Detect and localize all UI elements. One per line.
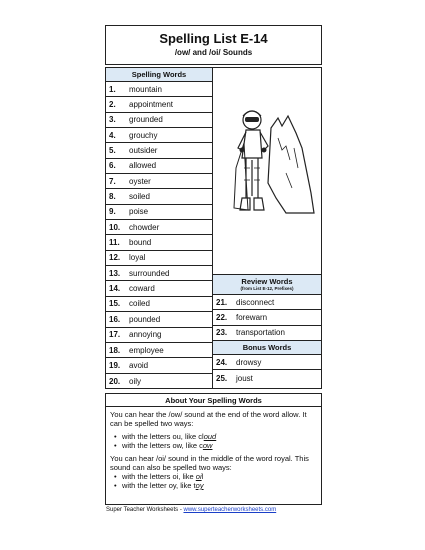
review-words-heading: Review Words — [241, 277, 293, 286]
list-item — [106, 374, 212, 389]
list-item — [213, 370, 321, 385]
list-item — [106, 281, 212, 296]
item-number: 3. — [109, 115, 116, 125]
item-number: 1. — [109, 84, 116, 94]
item-word: drowsy — [236, 357, 262, 367]
list-item — [106, 358, 212, 373]
item-number: 24. — [216, 357, 228, 367]
bullet-oi — [110, 472, 317, 481]
item-number: 22. — [216, 313, 228, 323]
bullet-ow-text: with the letters ow, like c — [122, 441, 203, 450]
bullet-oi-tail: l — [201, 472, 204, 481]
list-item — [213, 295, 321, 310]
bullet-ow-highlight: ow — [202, 441, 213, 450]
page-subtitle: /ow/ and /oi/ Sounds — [174, 48, 253, 57]
review-words-subheading: (from List E-12, Prefixes) — [240, 286, 294, 291]
item-word: joust — [236, 373, 253, 383]
list-item — [106, 82, 212, 97]
item-number: 16. — [109, 314, 121, 324]
item-word: transportation — [236, 328, 285, 338]
about-box — [105, 393, 322, 505]
list-item — [106, 297, 212, 312]
item-number: 19. — [109, 360, 121, 370]
footer-text: Super Teacher Worksheets - — [106, 507, 184, 513]
item-word: annoying — [129, 330, 162, 340]
item-number: 13. — [109, 268, 121, 278]
review-bonus-section — [213, 274, 321, 386]
item-word: bound — [129, 238, 152, 248]
about-body — [106, 407, 321, 493]
bullet-ou — [110, 432, 317, 441]
item-word: surrounded — [129, 268, 170, 278]
list-item — [106, 189, 212, 204]
bullet-ou-text: with the letters ou, like cl — [122, 432, 204, 441]
item-word: outsider — [129, 146, 158, 156]
item-number: 18. — [109, 345, 121, 355]
list-item — [106, 220, 212, 235]
item-word: poise — [129, 207, 149, 217]
item-number: 5. — [109, 146, 116, 156]
item-number: 8. — [109, 192, 116, 202]
item-word: disconnect — [236, 297, 275, 307]
item-number: 15. — [109, 299, 121, 309]
spelling-words-table — [106, 68, 213, 388]
item-word: mountain — [129, 84, 162, 94]
footer — [106, 507, 323, 513]
list-item — [106, 159, 212, 174]
bullet-oy-highlight: oy — [195, 481, 204, 490]
list-item — [106, 143, 212, 158]
list-item — [106, 343, 212, 358]
item-number: 9. — [109, 207, 116, 217]
item-number: 14. — [109, 284, 121, 294]
list-item — [213, 355, 321, 370]
list-item — [106, 174, 212, 189]
list-item — [106, 128, 212, 143]
item-word: oyster — [129, 176, 151, 186]
word-list-box — [105, 67, 322, 389]
item-word: grounded — [129, 115, 163, 125]
about-paragraph-oi: You can hear /oi/ sound in the middle of the word royal. This sound can also be spelled two ways: — [110, 454, 309, 472]
item-word: loyal — [129, 253, 146, 263]
mountain-climber-illustration — [216, 88, 316, 268]
bullet-ow — [110, 441, 317, 450]
item-number: 20. — [109, 376, 121, 386]
list-item — [106, 312, 212, 327]
about-heading: About Your Spelling Words — [106, 394, 321, 407]
item-number: 25. — [216, 373, 228, 383]
item-number: 4. — [109, 130, 116, 140]
bullet-oy-text: with the letter oy, like t — [122, 481, 196, 490]
item-word: soiled — [129, 192, 150, 202]
title-box — [105, 25, 322, 65]
about-paragraph-ow: You can hear the /ow/ sound at the end of the word allow. It can be spelled two ways: — [110, 410, 307, 428]
item-number: 6. — [109, 161, 116, 171]
item-word: oily — [129, 376, 142, 386]
list-item — [106, 97, 212, 112]
item-word: allowed — [129, 161, 157, 171]
bonus-words-heading: Bonus Words — [213, 341, 321, 355]
item-word: grouchy — [129, 130, 158, 140]
item-word: avoid — [129, 360, 149, 370]
list-item — [213, 326, 321, 341]
item-number: 23. — [216, 328, 228, 338]
item-number: 10. — [109, 222, 121, 232]
item-word: pounded — [129, 314, 161, 324]
item-number: 11. — [109, 238, 120, 248]
item-word: employee — [129, 345, 164, 355]
item-number: 12. — [109, 253, 121, 263]
item-word: coward — [129, 284, 155, 294]
review-words-header — [213, 275, 321, 295]
list-item — [106, 113, 212, 128]
bullet-ou-highlight: oud — [203, 432, 217, 441]
item-number: 21. — [216, 297, 228, 307]
item-number: 7. — [109, 176, 116, 186]
item-number: 2. — [109, 100, 116, 110]
item-word: coiled — [129, 299, 150, 309]
spelling-words-heading: Spelling Words — [106, 68, 212, 82]
bullet-oi-highlight: oi — [195, 472, 202, 481]
list-item — [106, 251, 212, 266]
item-word: appointment — [129, 100, 174, 110]
bullet-oy — [110, 481, 317, 490]
footer-link[interactable]: www.superteacherworksheets.com — [183, 507, 277, 513]
item-number: 17. — [109, 330, 121, 340]
bullet-oi-text: with the letters oi, like — [122, 472, 196, 481]
page-title: Spelling List E-14 — [159, 31, 268, 46]
item-word: chowder — [129, 222, 160, 232]
list-item — [106, 266, 212, 281]
list-item — [106, 235, 212, 250]
list-item — [213, 310, 321, 325]
item-word: forewarn — [236, 313, 268, 323]
list-item — [106, 328, 212, 343]
list-item — [106, 205, 212, 220]
